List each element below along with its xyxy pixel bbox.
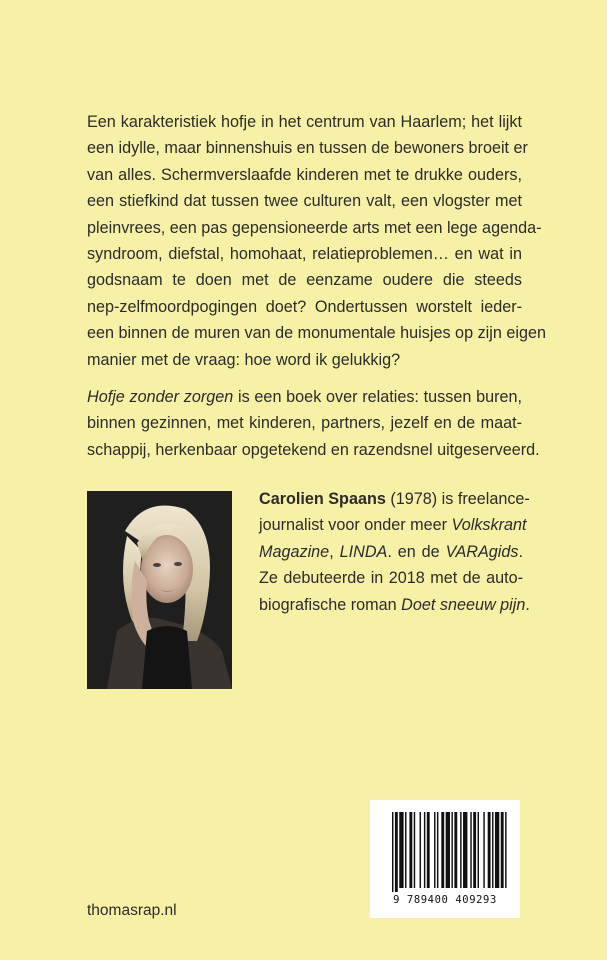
publication-title: Magazine	[259, 542, 330, 561]
barcode-bar	[460, 812, 461, 888]
barcode-bar	[505, 812, 506, 888]
publication-title: LINDA	[339, 542, 388, 561]
blurb-line: Een karakteristiek hofje in het centrum van Haarlem; het lijkt	[87, 113, 522, 131]
blurb-paragraph	[87, 109, 546, 373]
bio-line: Ze debuteerde in 2018 met de auto-	[259, 569, 523, 588]
barcode-bar	[488, 812, 491, 888]
author-bio	[259, 486, 530, 618]
barcode-bar	[434, 812, 435, 888]
summary-text: is een boek over relaties: tussen buren,	[233, 388, 522, 406]
bio-text: .	[518, 542, 523, 561]
barcode-bar	[463, 812, 467, 888]
summary-line: schappij, herkenbaar opgetekend en razendsnel uitgeserveerd.	[87, 440, 540, 459]
isbn-number: 9 789400 409293	[393, 894, 497, 906]
barcode-bar	[470, 812, 471, 888]
barcode-bar	[414, 812, 415, 888]
barcode-bar	[451, 812, 452, 888]
barcode-bar	[392, 812, 393, 892]
author-name: Carolien Spaans	[259, 490, 386, 508]
barcode-bar	[405, 812, 406, 888]
barcode-bar	[483, 812, 484, 888]
barcode-bar	[495, 812, 499, 888]
blurb-line: een binnen de muren van de monumentale huisjes op zijn eigen	[87, 324, 546, 343]
blurb-line: van alles. Schermverslaafde kinderen met te drukke ouders,	[87, 165, 522, 184]
bio-text: biografische roman	[259, 595, 402, 614]
isbn-barcode	[370, 800, 520, 918]
author-photo	[87, 491, 232, 689]
bio-line	[259, 486, 530, 512]
publication-title: VARAgids	[445, 542, 519, 561]
barcode-bar	[446, 812, 450, 888]
summary-line: binnen gezinnen, met kinderen, partners, jezelf en de maat-	[87, 414, 522, 433]
barcode-bar	[492, 812, 493, 888]
publisher-website[interactable]: thomasrap.nl	[87, 902, 177, 919]
barcode-bar	[424, 812, 425, 888]
debut-title: Doet sneeuw pijn	[401, 595, 526, 614]
bio-line	[259, 592, 530, 618]
bio-line	[259, 539, 523, 565]
book-title: Hofje zonder zorgen	[87, 388, 234, 406]
bio-text: (1978) is freelance-	[385, 490, 530, 508]
bio-line	[259, 512, 527, 538]
blurb-line: manier met de vraag: hoe word ik gelukkig?	[87, 350, 401, 369]
barcode-bar	[454, 812, 457, 888]
bio-text: .	[525, 595, 530, 614]
barcode-bar	[501, 812, 504, 888]
summary-line	[87, 384, 522, 410]
barcode-bar	[399, 812, 403, 888]
bio-text: journalist voor onder meer	[259, 516, 452, 535]
bio-text: . en de	[387, 542, 446, 561]
barcode-bar	[441, 812, 444, 888]
barcode-bar	[395, 812, 398, 892]
blurb-line: godsnaam te doen met de eenzame oudere die steeds	[87, 271, 522, 290]
barcode-bar	[473, 812, 476, 888]
blurb-line: pleinvrees, een pas gepensioneerde arts met een lege agenda-	[87, 218, 542, 237]
barcode-bar	[427, 812, 430, 888]
blurb-line: nep-zelfmoordpogingen doet? Ondertussen worstelt ieder-	[87, 297, 522, 316]
bio-text: ,	[329, 542, 340, 561]
barcode-bar	[409, 812, 412, 888]
barcode-bar	[478, 812, 479, 888]
blurb-line: een stiefkind dat tussen twee culturen valt, een vlogster met	[87, 192, 522, 211]
publication-title: Volkskrant	[451, 516, 527, 535]
barcode-bar	[420, 812, 421, 888]
barcode-bar	[437, 812, 438, 888]
blurb-line: syndroom, diefstal, homohaat, relatieproblemen… en wat in	[87, 245, 522, 264]
blurb-line: een idylle, maar binnenshuis en tussen de bewoners broeit er	[87, 139, 528, 158]
summary-paragraph	[87, 384, 540, 463]
